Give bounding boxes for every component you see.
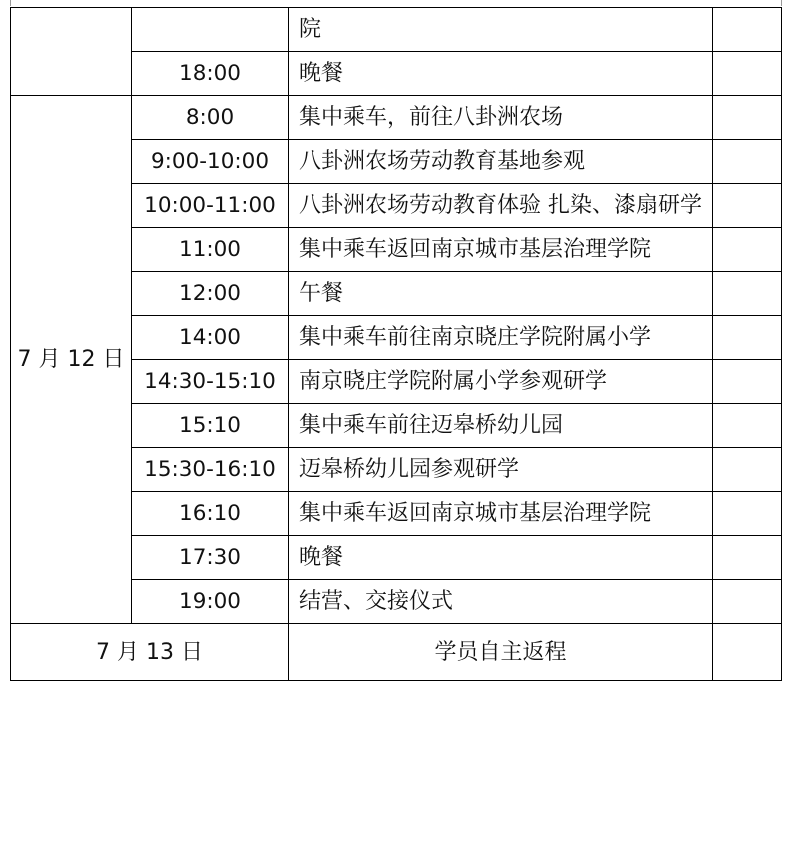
- time-cell: 12:00: [132, 272, 289, 316]
- note-cell: [713, 404, 782, 448]
- activity-cell: 集中乘车，前往八卦洲农场: [289, 96, 713, 140]
- note-cell: [713, 492, 782, 536]
- note-cell: [713, 8, 782, 52]
- time-cell: 15:30-16:10: [132, 448, 289, 492]
- activity-cell: 集中乘车返回南京城市基层治理学院: [289, 228, 713, 272]
- activity-cell: 集中乘车前往南京晓庄学院附属小学: [289, 316, 713, 360]
- time-cell: 9:00-10:00: [132, 140, 289, 184]
- time-cell: 10:00-11:00: [132, 184, 289, 228]
- time-cell: 17:30: [132, 536, 289, 580]
- activity-cell: 晚餐: [289, 52, 713, 96]
- table-row: [11, 8, 782, 52]
- activity-cell: 南京晓庄学院附属小学参观研学: [289, 360, 713, 404]
- time-cell: [132, 8, 289, 52]
- activity-cell: 八卦洲农场劳动教育体验 扎染、漆扇研学: [289, 184, 713, 228]
- note-cell: [713, 96, 782, 140]
- note-cell: [713, 140, 782, 184]
- table-row: [11, 96, 782, 140]
- time-cell: 14:00: [132, 316, 289, 360]
- time-cell: 14:30-15:10: [132, 360, 289, 404]
- page-edge-mark-left: [10, 0, 11, 6]
- note-cell: [713, 624, 782, 681]
- note-cell: [713, 52, 782, 96]
- time-cell: 8:00: [132, 96, 289, 140]
- date-cell-previous: [11, 8, 132, 96]
- activity-cell: 八卦洲农场劳动教育基地参观: [289, 140, 713, 184]
- note-cell: [713, 580, 782, 624]
- activity-cell: 集中乘车返回南京城市基层治理学院: [289, 492, 713, 536]
- date-cell: 7 月 12 日: [11, 96, 132, 624]
- table-row: [11, 624, 782, 681]
- time-cell: 16:10: [132, 492, 289, 536]
- note-cell: [713, 228, 782, 272]
- activity-cell: 学员自主返程: [289, 624, 713, 681]
- page-edge-mark-right: [781, 0, 782, 6]
- note-cell: [713, 360, 782, 404]
- activity-cell: 院: [289, 8, 713, 52]
- activity-cell: 午餐: [289, 272, 713, 316]
- activity-cell: 集中乘车前往迈皋桥幼儿园: [289, 404, 713, 448]
- activity-cell: 结营、交接仪式: [289, 580, 713, 624]
- time-cell: 15:10: [132, 404, 289, 448]
- time-cell: 18:00: [132, 52, 289, 96]
- date-cell: 7 月 13 日: [11, 624, 289, 681]
- time-cell: 11:00: [132, 228, 289, 272]
- time-cell: 19:00: [132, 580, 289, 624]
- note-cell: [713, 448, 782, 492]
- note-cell: [713, 272, 782, 316]
- note-cell: [713, 536, 782, 580]
- note-cell: [713, 316, 782, 360]
- schedule-table: [10, 7, 782, 681]
- activity-cell: 迈皋桥幼儿园参观研学: [289, 448, 713, 492]
- activity-cell: 晚餐: [289, 536, 713, 580]
- note-cell: [713, 184, 782, 228]
